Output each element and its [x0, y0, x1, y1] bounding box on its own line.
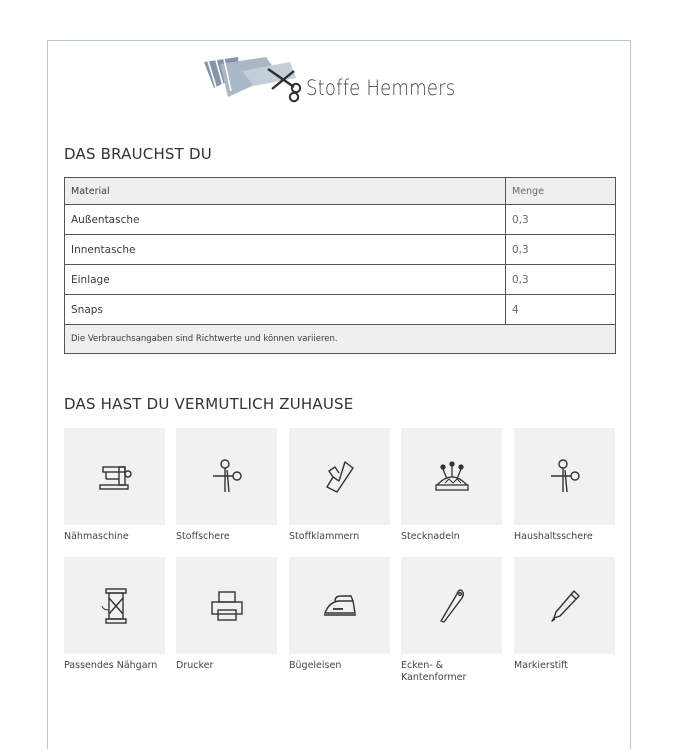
amount-cell: 0,3 [506, 235, 616, 265]
tool-tile-pins [401, 428, 502, 543]
iron-icon [321, 592, 359, 620]
table-row [65, 205, 616, 235]
tool-tile-marker [514, 557, 615, 672]
material-cell: Außentasche [65, 205, 506, 235]
tool-tile-thread [64, 557, 165, 672]
brand-logo[interactable] [198, 53, 498, 111]
tool-tile-fabric-clips [289, 428, 390, 543]
sewing-machine-icon [97, 462, 133, 492]
tool-label: Stecknadeln [401, 531, 460, 542]
materials-table [64, 177, 616, 354]
tool-label: Markierstift [514, 660, 569, 671]
tool-label: Haushaltsschere [514, 531, 593, 542]
material-cell: Einlage [65, 265, 506, 295]
printer-icon [209, 589, 245, 623]
instruction-card [47, 40, 631, 749]
tool-tile-printer [176, 557, 277, 672]
brand-name: Stoffe Hemmers [306, 76, 456, 100]
tool-tile-household-scissors [514, 428, 615, 543]
scissors-icon [210, 459, 244, 495]
table-header-row [65, 178, 616, 205]
scissors-icon [548, 459, 582, 495]
tool-label: Bügeleisen [289, 660, 342, 671]
point-turner-icon [437, 587, 467, 625]
column-header-material: Material [65, 178, 506, 205]
tool-tile-sewing-machine [64, 428, 165, 543]
amount-cell: 0,3 [506, 205, 616, 235]
table-footnote-row [65, 325, 616, 354]
pincushion-icon [433, 461, 471, 493]
marker-pen-icon [548, 588, 582, 624]
tool-tile-iron [289, 557, 390, 672]
material-cell: Snaps [65, 295, 506, 325]
material-cell: Innentasche [65, 235, 506, 265]
tools-heading: DAS HAST DU VERMUTLICH ZUHAUSE [64, 395, 354, 413]
fabric-scissors-logo-icon [198, 53, 308, 111]
tool-label: Nähmaschine [64, 531, 129, 542]
table-row [65, 295, 616, 325]
tool-tile-fabric-scissors [176, 428, 277, 543]
tool-label: Stoffklammern [289, 531, 360, 542]
tool-label: Passendes Nähgarn [64, 660, 158, 671]
amount-cell: 4 [506, 295, 616, 325]
fabric-clip-icon [323, 459, 357, 495]
column-header-amount: Menge [506, 178, 616, 205]
tool-label: Ecken- & Kantenformer [401, 660, 467, 683]
amount-cell: 0,3 [506, 265, 616, 295]
table-row [65, 235, 616, 265]
tool-label: Drucker [176, 660, 214, 671]
tool-tile-point-turner [401, 557, 502, 684]
table-row [65, 265, 616, 295]
consumption-note: Die Verbrauchsangaben sind Richtwerte und können variieren. [65, 325, 616, 354]
thread-spool-icon [97, 586, 133, 626]
materials-heading: DAS BRAUCHST DU [64, 145, 212, 163]
tool-label: Stoffschere [176, 531, 230, 542]
